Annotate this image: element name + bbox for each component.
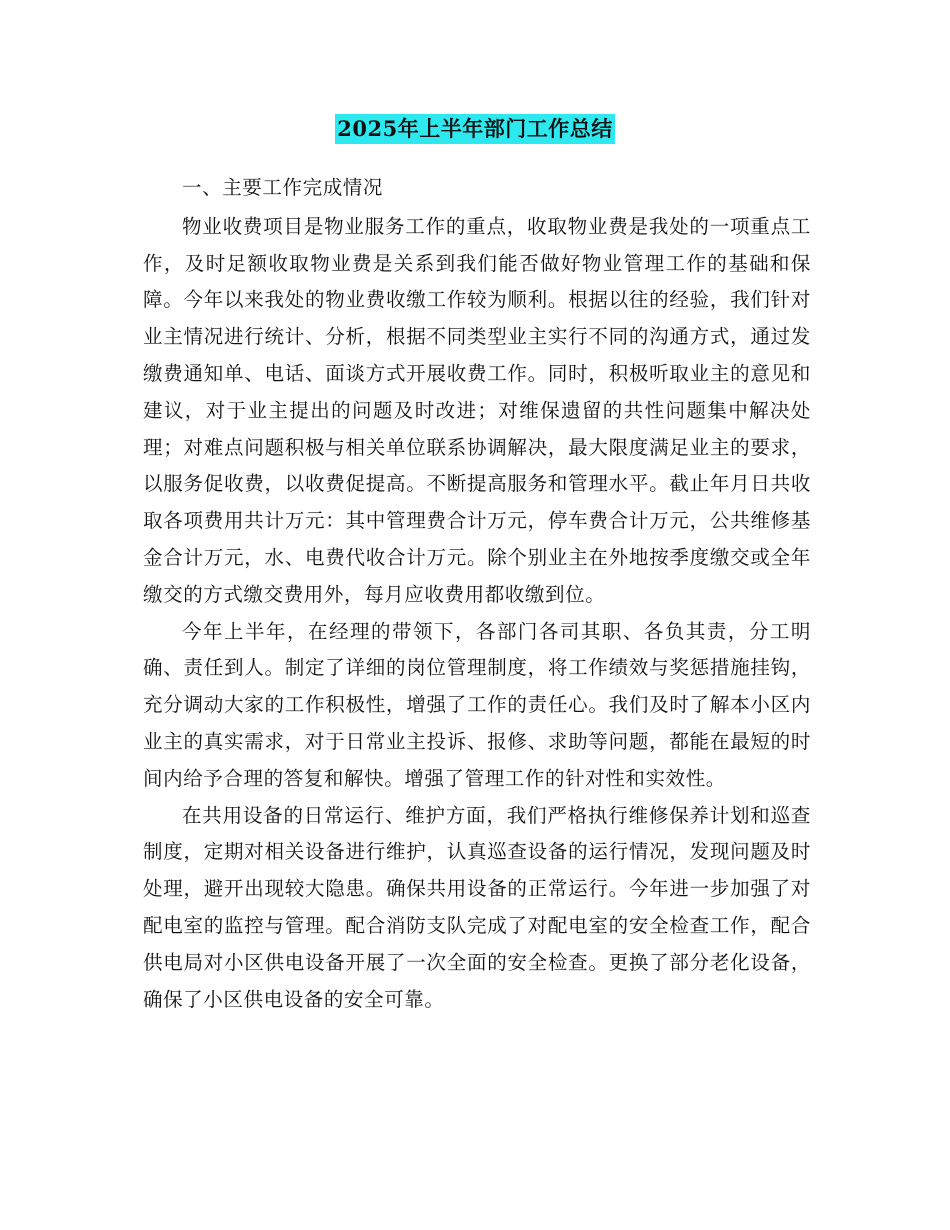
paragraph-management: 今年上半年，在经理的带领下，各部门各司其职、各负其责，分工明确、责任到人。制定了详细的岗位管理制度，将工作绩效与奖惩措施挂钩，充分调动大家的工作积极性，增强了工作的责任心。我们及时了解本小区内业主的真实需求，对于日常业主投诉、报修、求助等问题，都能在最短的时间内给予合理的答复和解快。增强了管理工作的针对性和实效性。 [143, 619, 811, 790]
document-title: 2025年上半年部门工作总结 [335, 114, 614, 144]
title-container [0, 114, 950, 144]
document-body [143, 170, 811, 1018]
section-heading: 一、主要工作完成情况 [182, 176, 384, 199]
paragraph-fee-collection: 物业收费项目是物业服务工作的重点，收取物业费是我处的一项重点工作，及时足额收取物业费是关系到我们能否做好物业管理工作的基础和保障。今年以来我处的物业费收缴工作较为顺利。根据以往的经验，我们针对业主情况进行统计、分析，根据不同类型业主实行不同的沟通方式，通过发缴费通知单、电话、面谈方式开展收费工作。同时，积极听取业主的意见和建议，对于业主提出的问题及时改进；对维保遗留的共性问题集中解决处理；对难点问题积极与相关单位联系协调解决，最大限度满足业主的要求，以服务促收费，以收费促提高。不断提高服务和管理水平。截止年月日共收取各项费用共计万元：其中管理费合计万元，停车费合计万元，公共维修基金合计万元，水、电费代收合计万元。除个别业主在外地按季度缴交或全年缴交的方式缴交费用外，每月应收费用都收缴到位。 [143, 214, 811, 606]
paragraph-equipment: 在共用设备的日常运行、维护方面，我们严格执行维修保养计划和巡查制度，定期对相关设备进行维护，认真巡查设备的运行情况，发现问题及时处理，避开出现较大隐患。确保共用设备的正常运行。今年进一步加强了对配电室的监控与管理。配合消防支队完成了对配电室的安全检查工作，配合供电局对小区供电设备开展了一次全面的安全检查。更换了部分老化设备，确保了小区供电设备的安全可靠。 [143, 803, 811, 1011]
